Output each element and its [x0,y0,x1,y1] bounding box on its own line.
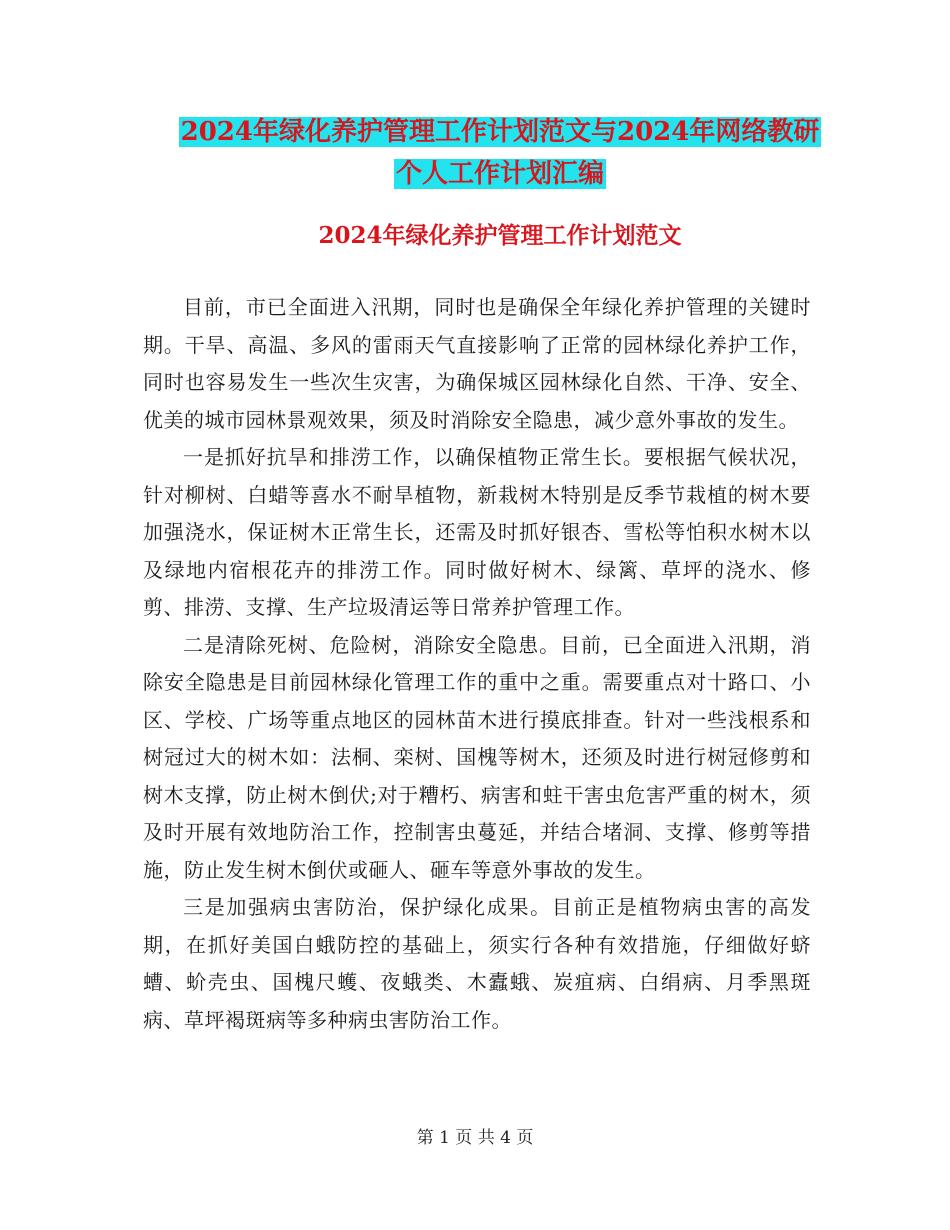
paragraph: 一是抓好抗旱和排涝工作，以确保植物正常生长。要根据气候状况，针对柳树、白蜡等喜水不耐旱植物，新栽树木特别是反季节栽植的树木要加强浇水，保证树木正常生长，还需及时抓好银杏、雪松等怕积水树木以及绿地内宿根花卉的排涝工作。同时做好树木、绿篱、草坪的浇水、修剪、排涝、支撑、生产垃圾清运等日常养护管理工作。 [143,445,811,619]
section-title: 2024年绿化养护管理工作计划范文 [318,222,682,249]
body-text [143,289,811,1039]
paragraph: 目前，市已全面进入汛期，同时也是确保全年绿化养护管理的关键时期。干旱、高温、多风的雷雨天气直接影响了正常的园林绿化养护工作，同时也容易发生一些次生灾害，为确保城区园林绿化自然、干净、安全、优美的城市园林景观效果，须及时消除安全隐患，减少意外事故的发生。 [143,295,811,432]
title-line-2: 个人工作计划汇编 [395,159,604,189]
page-footer: 第 1 页 共 4 页 [416,1128,534,1148]
title-line-1: 2024年绿化养护管理工作计划范文与2024年网络教研 [180,117,820,147]
paragraph: 三是加强病虫害防治，保护绿化成果。目前正是植物病虫害的高发期，在抓好美国白蛾防控的基础上，须实行各种有效措施，仔细做好蛴螬、蚧壳虫、国槐尺蠖、夜蛾类、木蠹蛾、炭疽病、白绢病、月季黑斑病、草坪褐斑病等多种病虫害防治工作。 [143,895,811,1032]
document-title [140,111,860,195]
paragraph: 二是清除死树、危险树，消除安全隐患。目前，已全面进入汛期，消除安全隐患是目前园林绿化管理工作的重中之重。需要重点对十路口、小区、学校、广场等重点地区的园林苗木进行摸底排查。针对一些浅根系和树冠过大的树木如：法桐、栾树、国槐等树木，还须及时进行树冠修剪和树木支撑，防止树木倒伏;对于糟朽、病害和蛀干害虫危害严重的树木，须及时开展有效地防治工作，控制害虫蔓延，并结合堵洞、支撑、修剪等措施，防止发生树木倒伏或砸人、砸车等意外事故的发生。 [143,632,811,882]
